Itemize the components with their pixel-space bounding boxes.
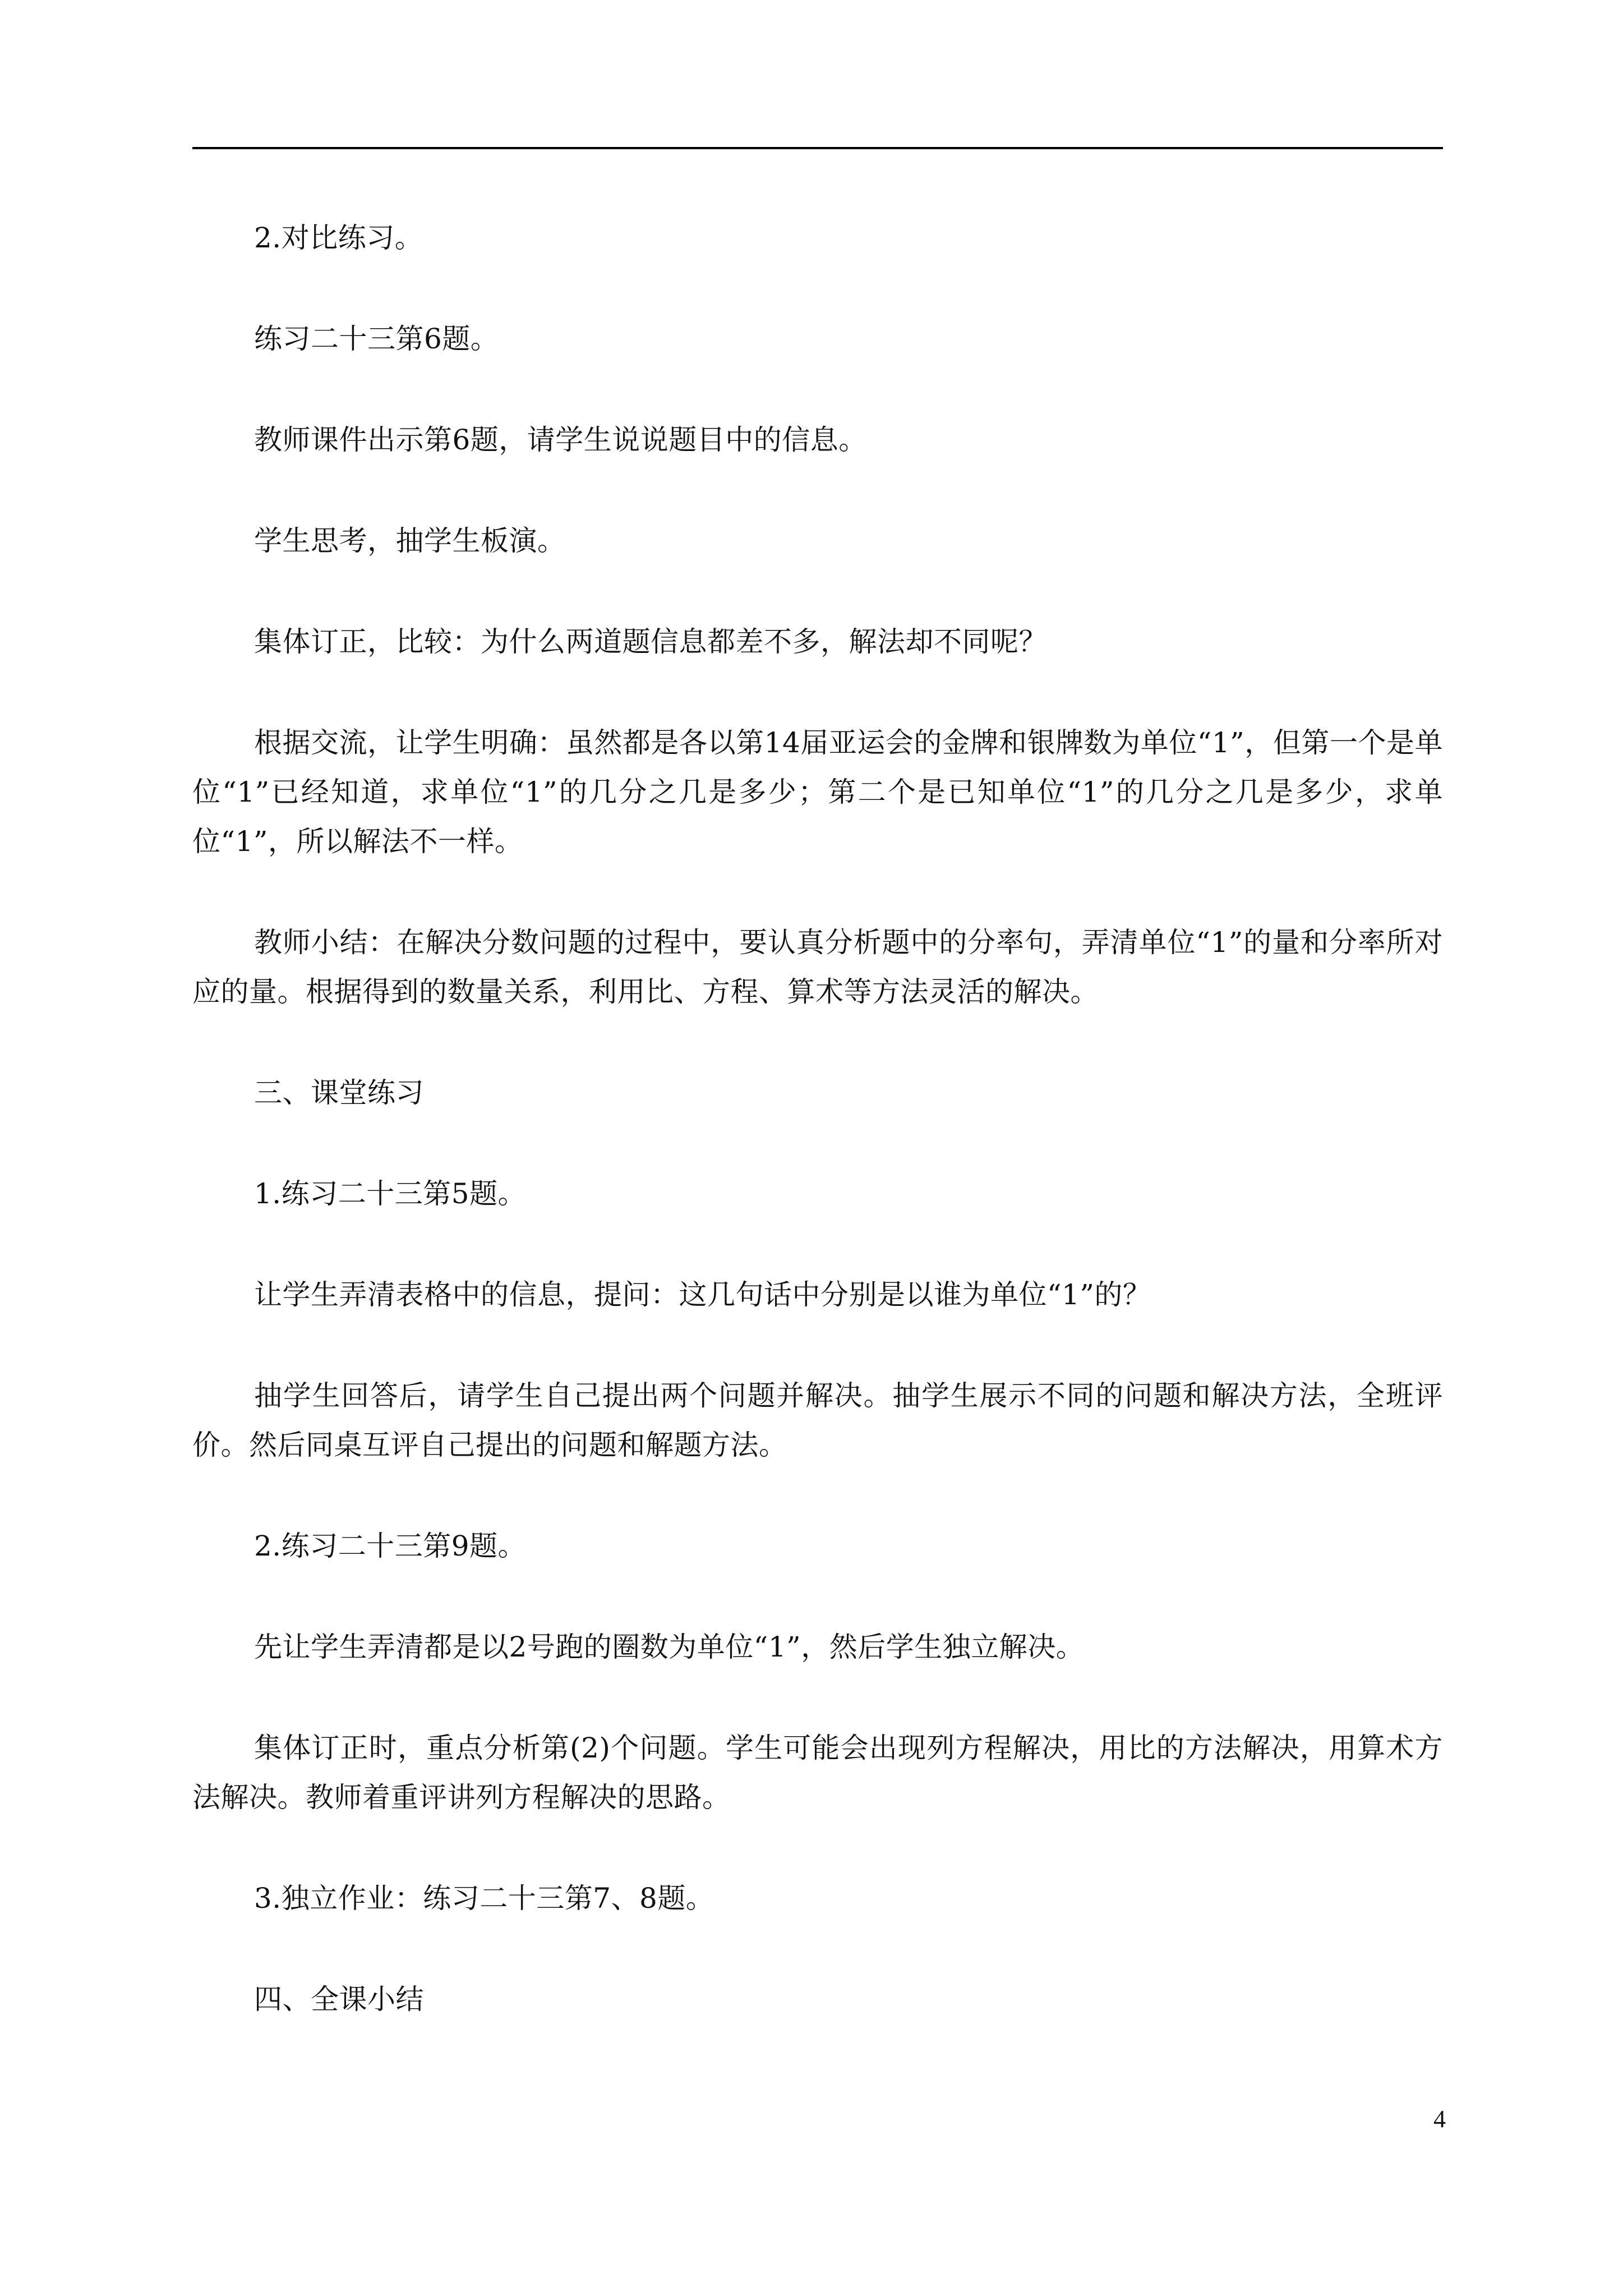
paragraph-unit-one-laps: 先让学生弄清都是以2号跑的圈数为单位“1”，然后学生独立解决。	[254, 1631, 1085, 1663]
section-heading-class-practice: 三、课堂练习	[254, 1076, 424, 1109]
paragraph-exercise-23-5: 1.练习二十三第5题。	[254, 1177, 527, 1210]
paragraph-contrast-practice: 2.对比练习。	[254, 222, 423, 254]
header-rule	[192, 147, 1443, 149]
section-heading-lesson-summary: 四、全课小结	[254, 1983, 424, 2016]
paragraph-students-raise-problems: 抽学生回答后，请学生自己提出两个问题并解决。抽学生展示不同的问题和解决方法，全班评价。然后同桌互评自己提出的问题和解题方法。	[192, 1379, 1443, 1461]
paragraph-exchange-conclusion: 根据交流，让学生明确：虽然都是各以第14届亚运会的金牌和银牌数为单位“1”，但第一个是单位“1”已经知道，求单位“1”的几分之几是多少；第二个是已知单位“1”的几分之几是多少，求单位“1”，所以解法不一样。	[192, 726, 1443, 858]
paragraph-students-think: 学生思考，抽学生板演。	[254, 524, 566, 557]
paragraph-exercise-23-6: 练习二十三第6题。	[254, 323, 499, 355]
paragraph-collective-correction: 集体订正，比较：为什么两道题信息都差不多，解法却不同呢？	[254, 625, 1047, 658]
paragraph-teacher-shows-q6: 教师课件出示第6题，请学生说说题目中的信息。	[254, 424, 867, 456]
page-number: 4	[1433, 2105, 1446, 2133]
document-body	[192, 213, 1443, 2076]
paragraph-teacher-summary: 教师小结：在解决分数问题的过程中，要认真分析题中的分率句，弄清单位“1”的量和分率所对应的量。根据得到的数量关系，利用比、方程、算术等方法灵活的解决。	[192, 926, 1443, 1008]
paragraph-focus-analysis: 集体订正时，重点分析第(2)个问题。学生可能会出现列方程解决，用比的方法解决，用算术方法解决。教师着重评讲列方程解决的思路。	[192, 1732, 1443, 1814]
paragraph-independent-work: 3.独立作业：练习二十三第7、8题。	[254, 1882, 714, 1915]
paragraph-table-info-question: 让学生弄清表格中的信息，提问：这几句话中分别是以谁为单位“1”的？	[254, 1278, 1151, 1311]
paragraph-exercise-23-9: 2.练习二十三第9题。	[254, 1530, 527, 1562]
